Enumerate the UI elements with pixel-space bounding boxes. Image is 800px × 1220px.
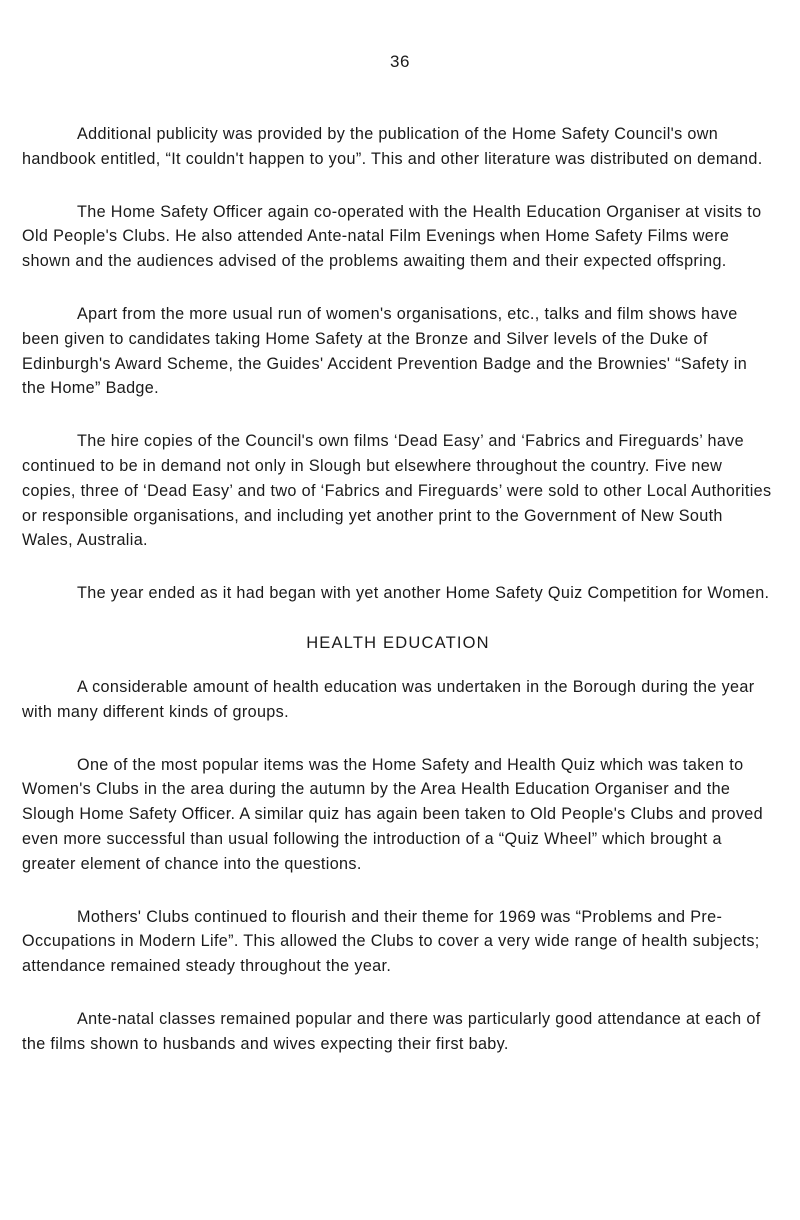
paragraph-home-safety-officer: The Home Safety Officer again co-operated with the Health Education Organiser at visits to Old People's Clubs. He also attended Ante-natal Film Evenings when Home Safety Films were shown and the audiences advised of the problems awaiting them and their expected offspring.: [22, 202, 762, 271]
paragraph-mothers-clubs: Mothers' Clubs continued to flourish and their theme for 1969 was “Problems and Pre-Occupations in Modern Life”. This allowed the Clubs to cover a very wide range of health subjects; attendance remained steady throughout the year.: [22, 907, 760, 976]
paragraph-quiz-competition: The year ended as it had began with yet another Home Safety Quiz Competition for Women.: [77, 584, 770, 603]
paragraph-health-quiz: One of the most popular items was the Home Safety and Health Quiz which was taken to Women's Clubs in the area during the autumn by the Area Health Education Organiser and the Slough Home Safety Officer. A similar quiz has again been taken to Old People's Clubs and proved even more successful than usual following the introduction of a “Quiz Wheel” which brought a greater element of chance into the questions.: [22, 755, 763, 873]
page-number: 36: [390, 52, 410, 71]
document-body: [22, 122, 774, 1085]
section-heading-health-education: HEALTH EDUCATION: [306, 633, 490, 652]
paragraph-talks-and-film-shows: Apart from the more usual run of women's organisations, etc., talks and film shows have been given to candidates taking Home Safety at the Bronze and Silver levels of the Duke of Edinburgh's Award Scheme, the Guides' Accident Prevention Badge and the Brownies' “Safety in the Home” Badge.: [22, 304, 748, 398]
paragraph-health-education-groups: A considerable amount of health education was undertaken in the Borough during the year with many different kinds of groups.: [22, 677, 755, 721]
paragraph-ante-natal-classes: Ante-natal classes remained popular and there was particularly good attendance at each of the films shown to husbands and wives expecting their first baby.: [22, 1009, 761, 1053]
paragraph-publicity: Additional publicity was provided by the publication of the Home Safety Council's own handbook entitled, “It couldn't happen to you”. This and other literature was distributed on demand.: [22, 125, 763, 168]
paragraph-film-hire-copies: The hire copies of the Council's own films ‘Dead Easy’ and ‘Fabrics and Fireguards’ have continued to be in demand not only in Slough but elsewhere throughout the country. Five new copies, three of ‘Dead Easy’ and two of ‘Fabrics and Fireguards’ were sold to other Local Authorities or responsible organisations, and including yet another print to the Government of New South Wales, Australia.: [22, 432, 772, 550]
